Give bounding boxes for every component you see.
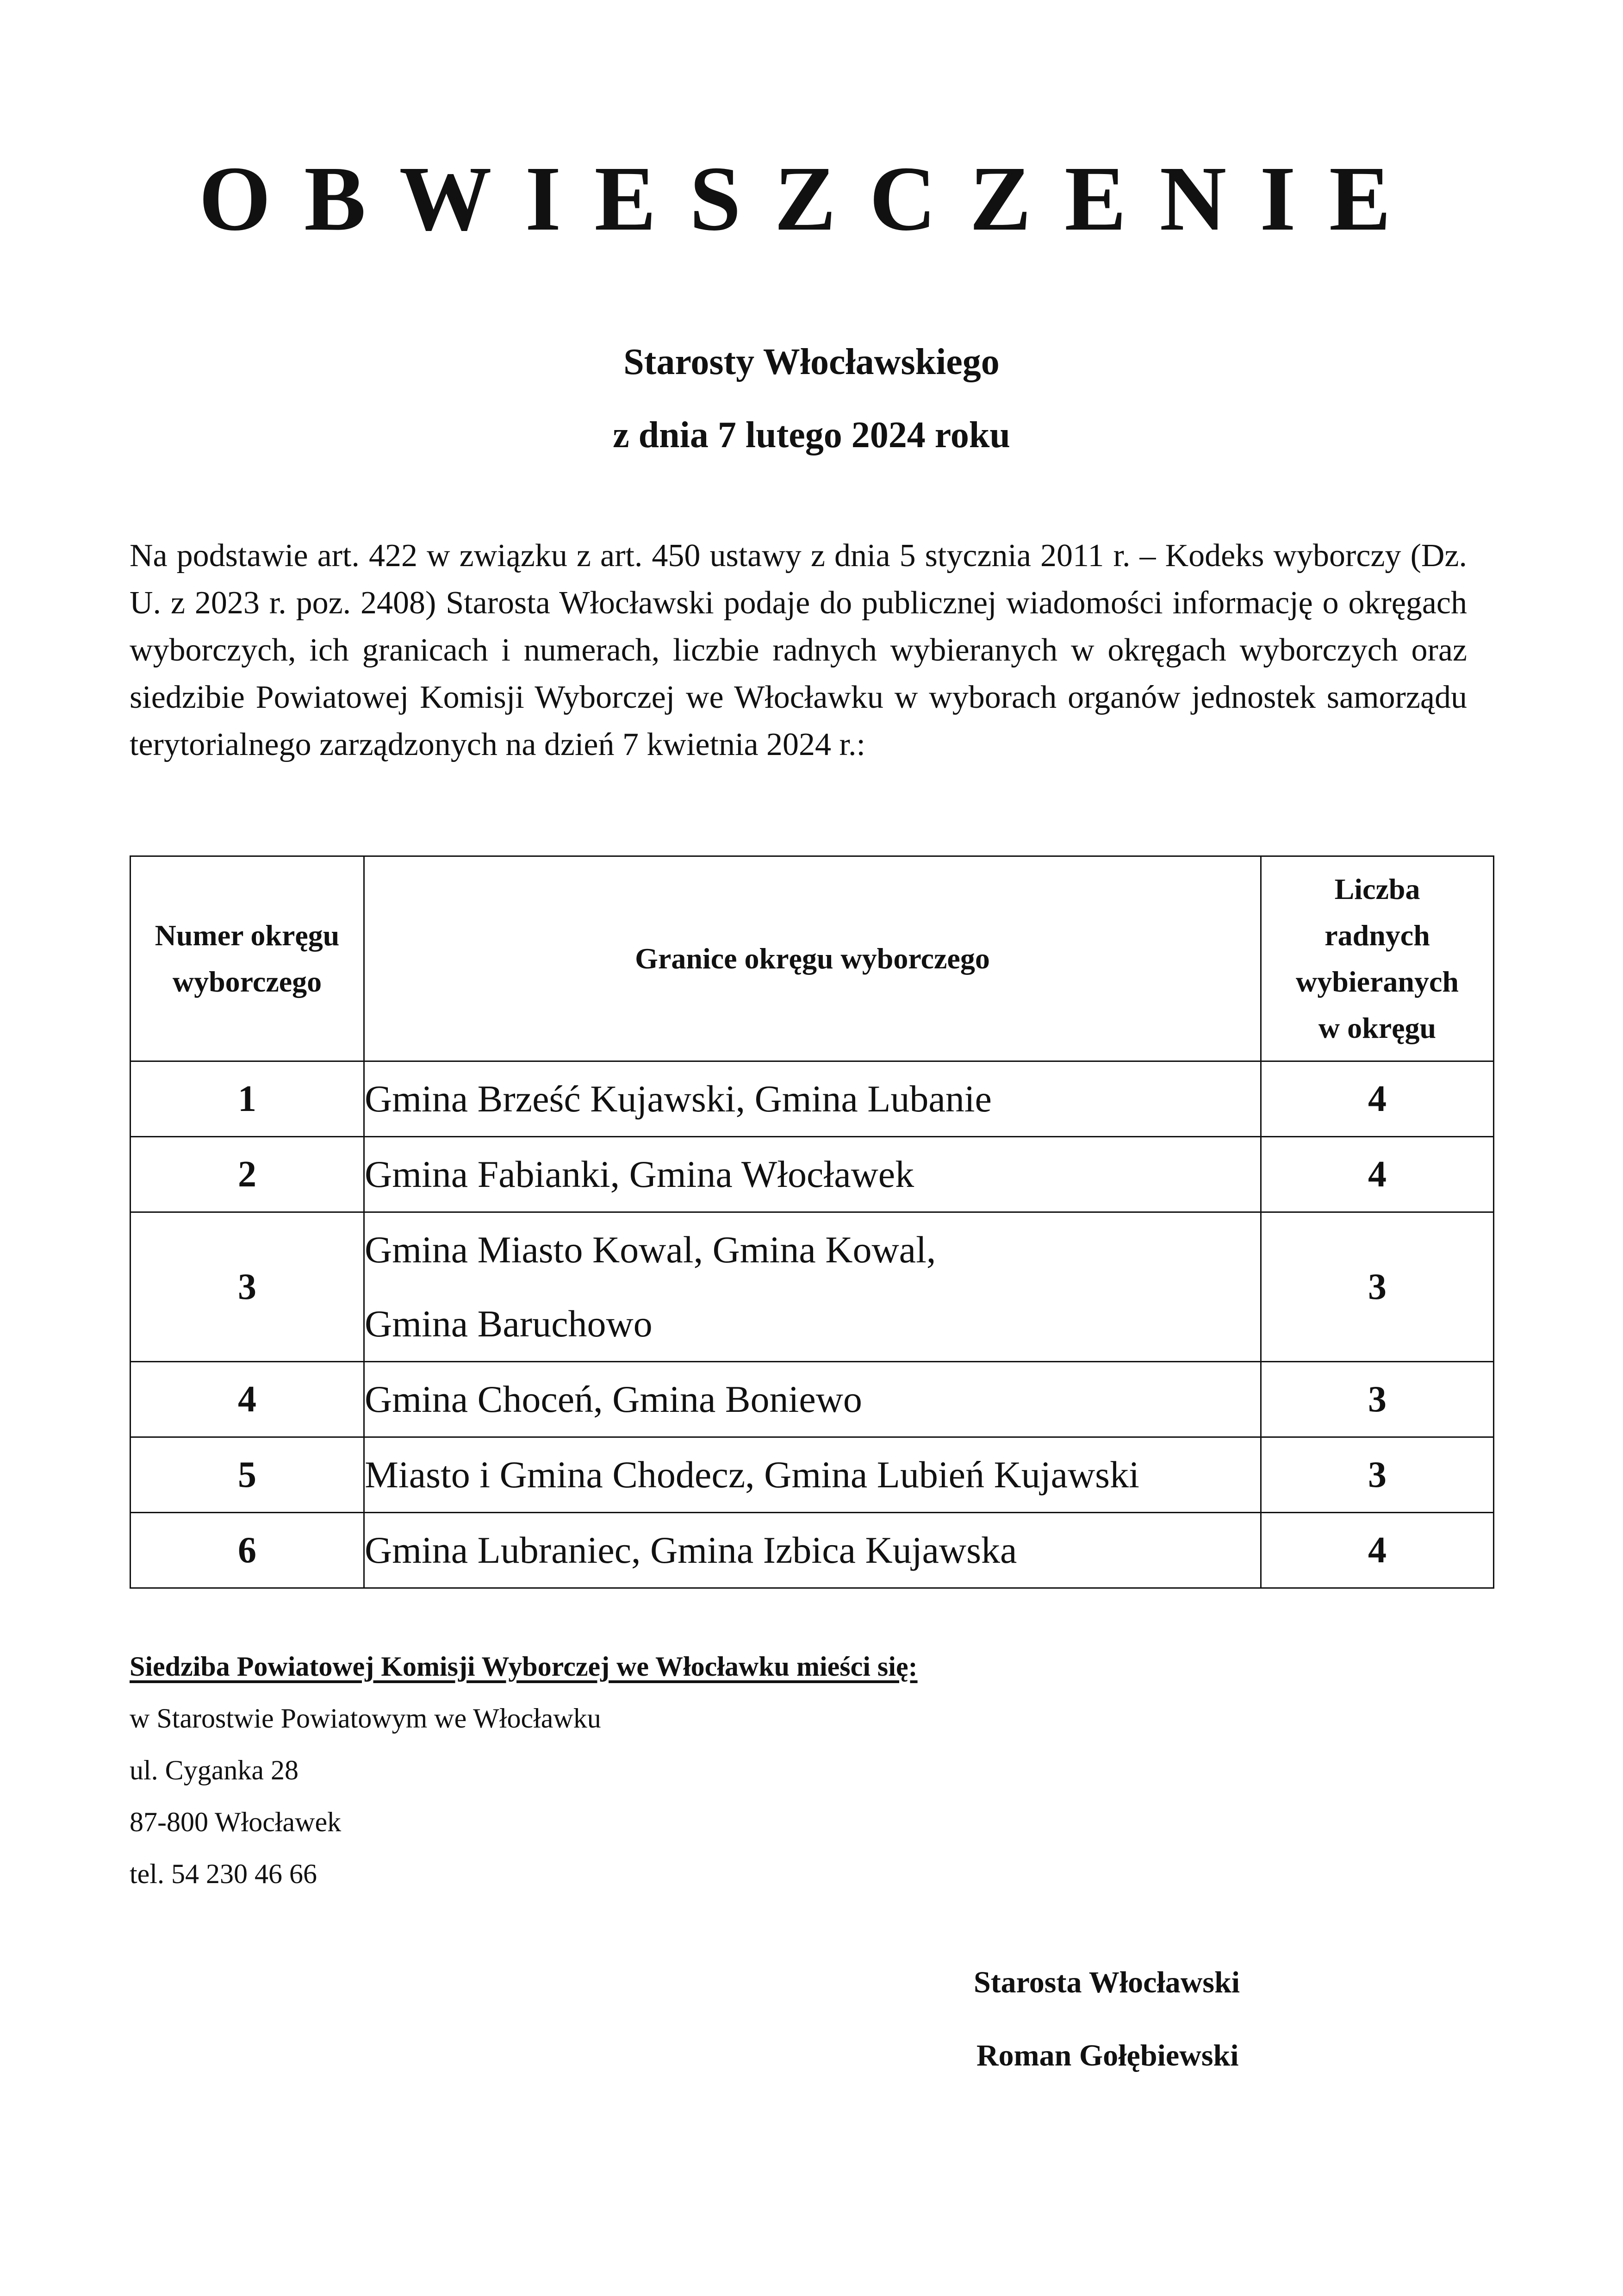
- district-number: 4: [131, 1362, 364, 1437]
- table-header-row: [131, 856, 1494, 1061]
- header-number: Numer okręgu wyborczego: [131, 856, 364, 1061]
- seat-address-line: ul. Cyganka 28: [130, 1755, 298, 1785]
- district-seat-count: 3: [1261, 1437, 1494, 1513]
- table-row: [131, 1137, 1494, 1212]
- district-number: 5: [131, 1437, 364, 1513]
- table-row: [131, 1437, 1494, 1513]
- district-bounds: Gmina Miasto Kowal, Gmina Kowal, Gmina Baruchowo: [364, 1212, 1261, 1362]
- district-seat-count: 4: [1261, 1513, 1494, 1588]
- seat-address-line: w Starostwie Powiatowym we Włocławku: [130, 1703, 601, 1734]
- district-seat-count: 4: [1261, 1137, 1494, 1212]
- table-row: [131, 1362, 1494, 1437]
- district-number: 1: [131, 1061, 364, 1137]
- table-row: [131, 1212, 1494, 1362]
- district-seat-count: 3: [1261, 1212, 1494, 1362]
- district-number: 6: [131, 1513, 364, 1588]
- signature-role: Starosta Włocławski: [974, 1965, 1240, 1999]
- district-bounds: Gmina Choceń, Gmina Boniewo: [364, 1362, 1261, 1437]
- seat-phone-line: tel. 54 230 46 66: [130, 1859, 317, 1889]
- table-row: [131, 1061, 1494, 1137]
- document-date: z dnia 7 lutego 2024 roku: [613, 415, 1010, 455]
- district-seat-count: 4: [1261, 1061, 1494, 1137]
- district-bounds: Gmina Brześć Kujawski, Gmina Lubanie: [364, 1061, 1261, 1137]
- district-seat-count: 3: [1261, 1362, 1494, 1437]
- signature-name: Roman Gołębiewski: [976, 2039, 1239, 2072]
- district-bounds: Gmina Fabianki, Gmina Włocławek: [364, 1137, 1261, 1212]
- document-subtitle: Starosty Włocławskiego: [623, 342, 1000, 382]
- district-bounds: Miasto i Gmina Chodecz, Gmina Lubień Kujawski: [364, 1437, 1261, 1513]
- document-title: OBWIESZCZENIE: [199, 148, 1424, 250]
- districts-table: [130, 855, 1494, 1589]
- district-number: 3: [131, 1212, 364, 1362]
- commission-seat-heading: Siedziba Powiatowej Komisji Wyborczej we Włocławku mieści się:: [130, 1651, 918, 1682]
- header-bounds: Granice okręgu wyborczego: [364, 856, 1261, 1061]
- table-row: [131, 1513, 1494, 1588]
- district-bounds: Gmina Lubraniec, Gmina Izbica Kujawska: [364, 1513, 1261, 1588]
- seat-address-line: 87-800 Włocławek: [130, 1807, 342, 1837]
- district-number: 2: [131, 1137, 364, 1212]
- intro-paragraph: Na podstawie art. 422 w związku z art. 450 ustawy z dnia 5 stycznia 2011 r. – Kodeks wyborczy (Dz. U. z 2023 r. poz. 2408) Starosta Włocławski podaje do publicznej wiadomości informację o okręgach wyborczych, ich granicach i numerach, liczbie radnych wybieranych w okręgach wyborczych oraz siedzibie Powiatowej Komisji Wyborczej we Włocławku w wyborach organów jednostek samorządu terytorialnego zarządzonych na dzień 7 kwietnia 2024 r.:: [130, 538, 1467, 762]
- commission-seat-block: [130, 1653, 918, 1888]
- header-count: Liczba radnych wybieranych w okręgu: [1261, 856, 1494, 1061]
